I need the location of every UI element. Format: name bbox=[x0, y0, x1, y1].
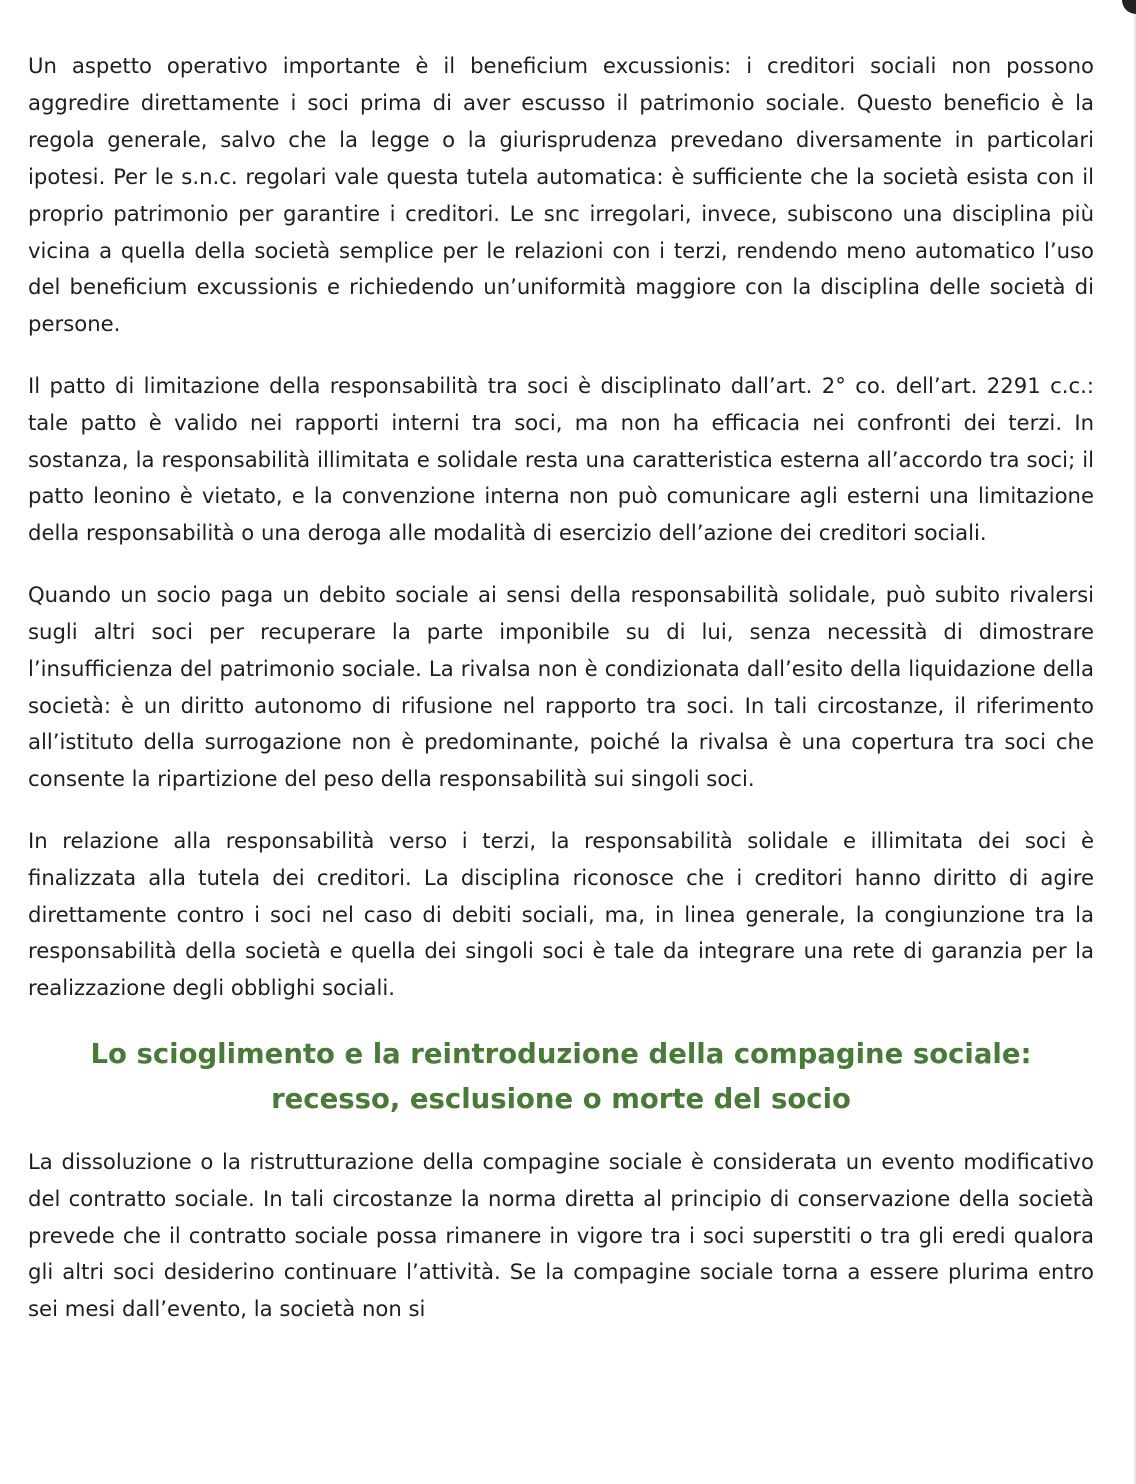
section-heading bbox=[28, 1032, 1094, 1122]
document-page bbox=[28, 48, 1094, 1328]
paragraph-dissoluzione: La dissoluzione o la ristrutturazione della compagine sociale è considerata un evento modificativo del contratto sociale. In tali circostanze la norma diretta al principio di conservazione della società prevede che il contratto sociale possa rimanere in vigore tra i soci superstiti o tra gli eredi qualora gli altri soci desiderino continuare l’attività. Se la compagine sociale torna a essere plurima entro sei mesi dall’evento, la società non si bbox=[28, 1148, 1094, 1322]
paragraph-rivalsa: Quando un socio paga un debito sociale ai sensi della responsabilità solidale, può subito rivalersi sugli altri soci per recuperare la parte imponibile su di lui, senza necessità di dimostrare l’insufficienza del patrimonio sociale. La rivalsa non è condizionata dall’esito della liquidazione della società: è un diritto autonomo di rifusione nel rapporto tra soci. In tali circostanze, il riferimento all’istituto della surrogazione non è predominante, poiché la rivalsa è una copertura tra soci che consente la ripartizione del peso della responsabilità sui singoli soci. bbox=[28, 581, 1094, 792]
paragraph-responsabilita-terzi: In relazione alla responsabilità verso i terzi, la responsabilità solidale e illimitata dei soci è finalizzata alla tutela dei creditori. La disciplina riconosce che i creditori hanno diritto di agire direttamente contro i soci nel caso di debiti sociali, ma, in linea generale, la congiunzione tra la responsabilità della società e quella dei singoli soci è tale da integrare una rete di garanzia per la realizzazione degli obblighi sociali. bbox=[28, 827, 1094, 1001]
page-corner-decoration bbox=[1122, 0, 1136, 14]
paragraph-beneficium-excussionis: Un aspetto operativo importante è il beneficium excussionis: i creditori sociali non possono aggredire direttamente i soci prima di aver escusso il patrimonio sociale. Questo beneficio è la regola generale, salvo che la legge o la giurisprudenza prevedano diversamente in particolari ipotesi. Per le s.n.c. regolari vale questa tutela automatica: è sufficiente che la società esista con il proprio patrimonio per garantire i creditori. Le snc irregolari, invece, subiscono una disciplina più vicina a quella della società semplice per le relazioni con i terzi, rendendo meno automatico l’uso del beneficium excussionis e richiedendo un’uniformità maggiore con la disciplina delle società di persone. bbox=[28, 53, 1094, 337]
paragraph-patto-limitazione: Il patto di limitazione della responsabilità tra soci è disciplinato dall’art. 2° co. dell’art. 2291 c.c.: tale patto è valido nei rapporti interni tra soci, ma non ha efficacia nei confronti dei terzi. In sostanza, la responsabilità illimitata e solidale resta una caratteristica esterna all’accordo tra soci; il patto leonino è vietato, e la convenzione interna non può comunicare agli esterni una limitazione della responsabilità o una deroga alle modalità di esercizio dell’azione dei creditori sociali. bbox=[28, 372, 1094, 546]
section-heading-line2: recesso, esclusione o morte del socio bbox=[271, 1082, 851, 1115]
section-heading-line1: Lo scioglimento e la reintroduzione della compagine sociale: bbox=[90, 1037, 1032, 1070]
